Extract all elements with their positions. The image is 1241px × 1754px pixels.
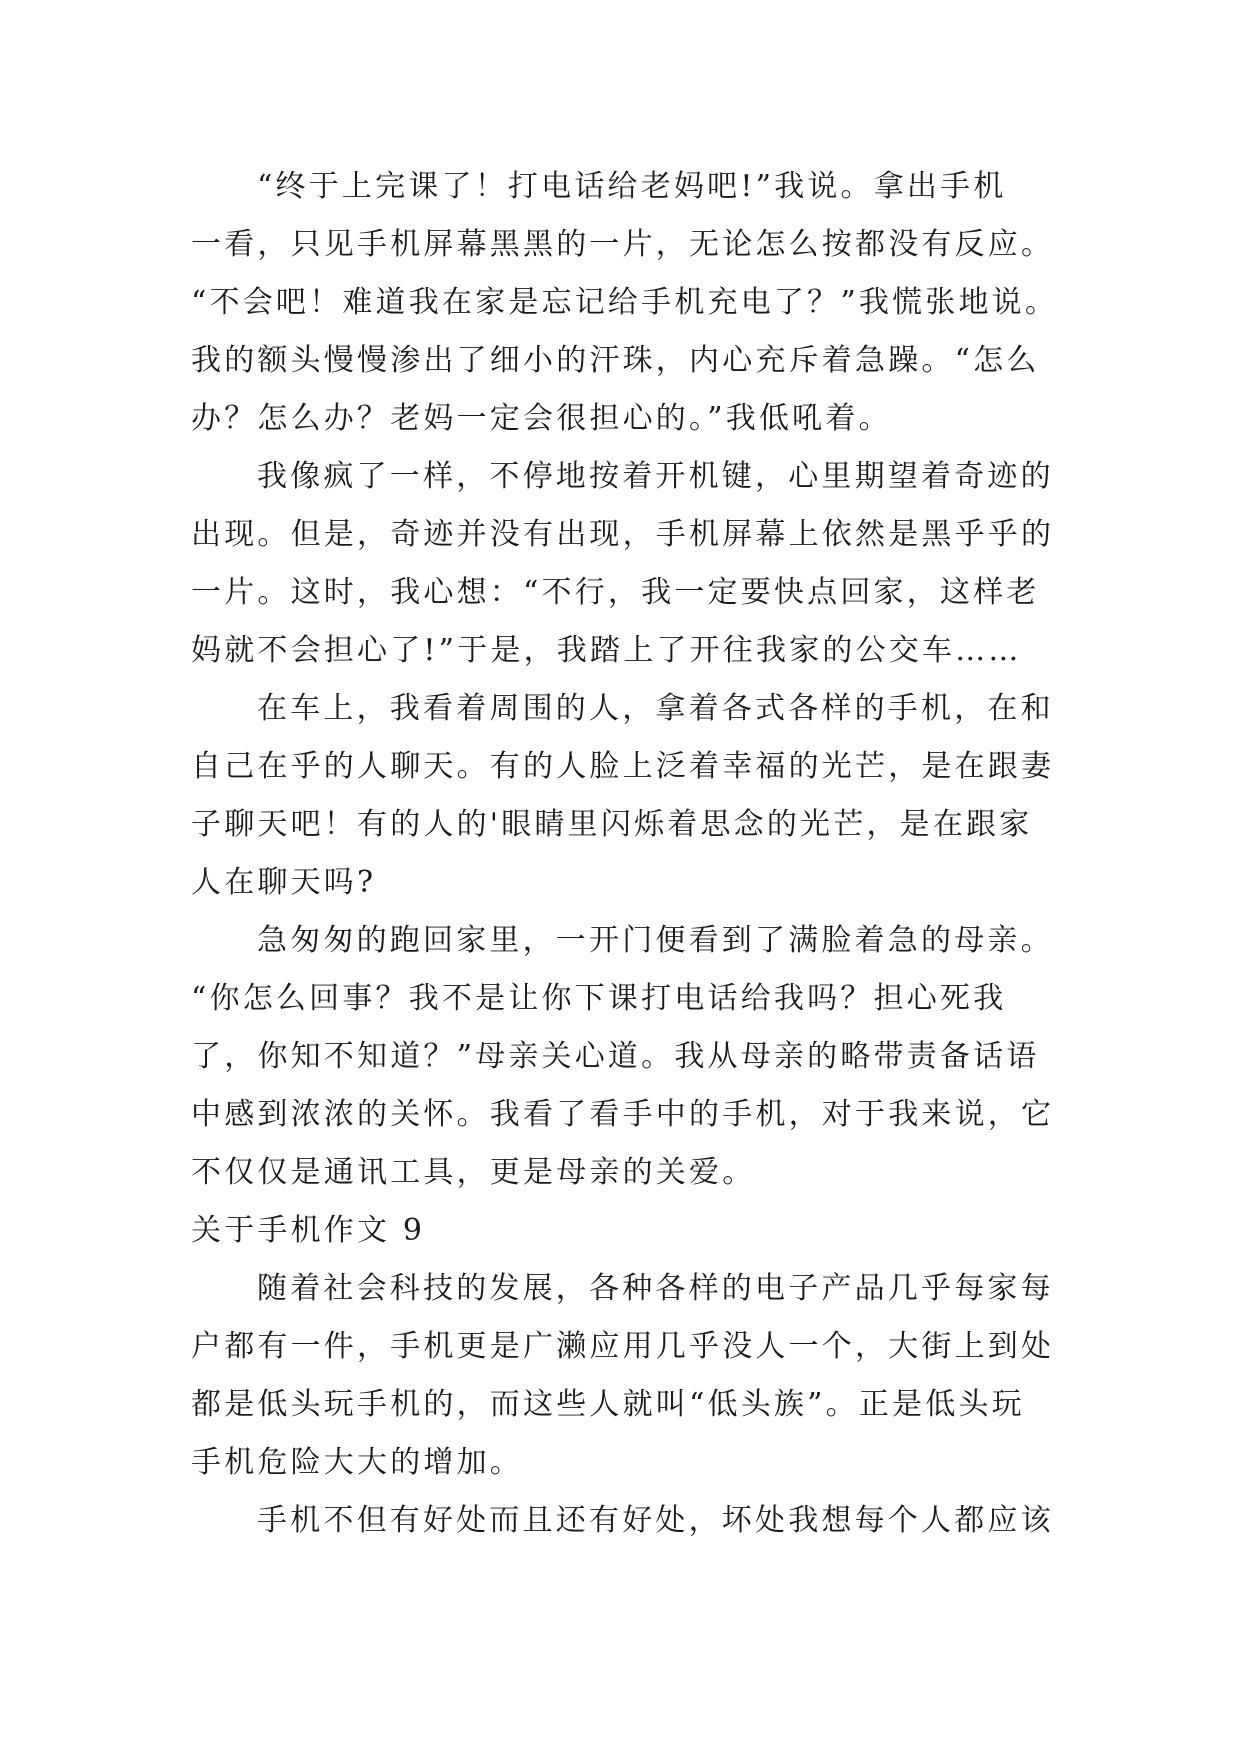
text-line: 手机危险大大的增加。 — [191, 1445, 523, 1480]
text-line: 户都有一件，手机更是广濑应用几乎没人一个，大街上到处 — [191, 1329, 1055, 1364]
text-line: “不会吧！难道我在家是忘记给手机充电了？”我慌张地说。 — [191, 285, 1059, 320]
text-line: “你怎么回事？我不是让你下课打电话给我吗？担心死我 — [191, 981, 1007, 1016]
text-line: 一片。这时，我心想：“不行，我一定要快点回家，这样老 — [191, 575, 1040, 610]
text-line: 在车上，我看着周围的人，拿着各式各样的手机，在和 — [257, 691, 1054, 726]
text-line: 随着社会科技的发展，各种各样的电子产品几乎每家每 — [257, 1271, 1054, 1306]
text-line: 一看，只见手机屏幕黑黑的一片，无论怎么按都没有反应。 — [191, 227, 1055, 262]
text-line: 我的额头慢慢渗出了细小的汗珠，内心充斥着急躁。“怎么 — [191, 343, 1040, 378]
text-line: 急匆匆的跑回家里，一开门便看到了满脸着急的母亲。 — [257, 923, 1054, 958]
text-line: 了，你知不知道？”母亲关心道。我从母亲的略带责备话语 — [191, 1039, 1040, 1074]
text-line: 中感到浓浓的关怀。我看了看手中的手机，对于我来说，它 — [191, 1097, 1055, 1132]
text-line: 都是低头玩手机的，而这些人就叫“低头族”。正是低头玩 — [191, 1387, 1025, 1422]
section-title: 关于手机作文 9 — [191, 1213, 426, 1248]
text-line: 不仅仅是通讯工具，更是母亲的关爱。 — [191, 1155, 756, 1190]
text-line: 我像疯了一样，不停地按着开机键，心里期望着奇迹的 — [257, 459, 1054, 494]
text-line: 出现。但是，奇迹并没有出现，手机屏幕上依然是黑乎乎的 — [191, 517, 1055, 552]
text-line: “终于上完课了！打电话给老妈吧!”我说。拿出手机 — [257, 169, 1007, 204]
text-line: 人在聊天吗? — [191, 865, 377, 900]
text-line: 妈就不会担心了!”于是，我踏上了开往我家的公交车…… — [191, 633, 1022, 668]
text-line: 自己在乎的人聊天。有的人脸上泛着幸福的光芒，是在跟妻 — [191, 749, 1055, 784]
text-line: 办？怎么办？老妈一定会很担心的。”我低吼着。 — [191, 401, 892, 436]
text-line: 子聊天吧！有的人的'眼睛里闪烁着思念的光芒，是在跟家 — [191, 807, 1033, 842]
text-line: 手机不但有好处而且还有好处，坏处我想每个人都应该 — [257, 1503, 1054, 1538]
